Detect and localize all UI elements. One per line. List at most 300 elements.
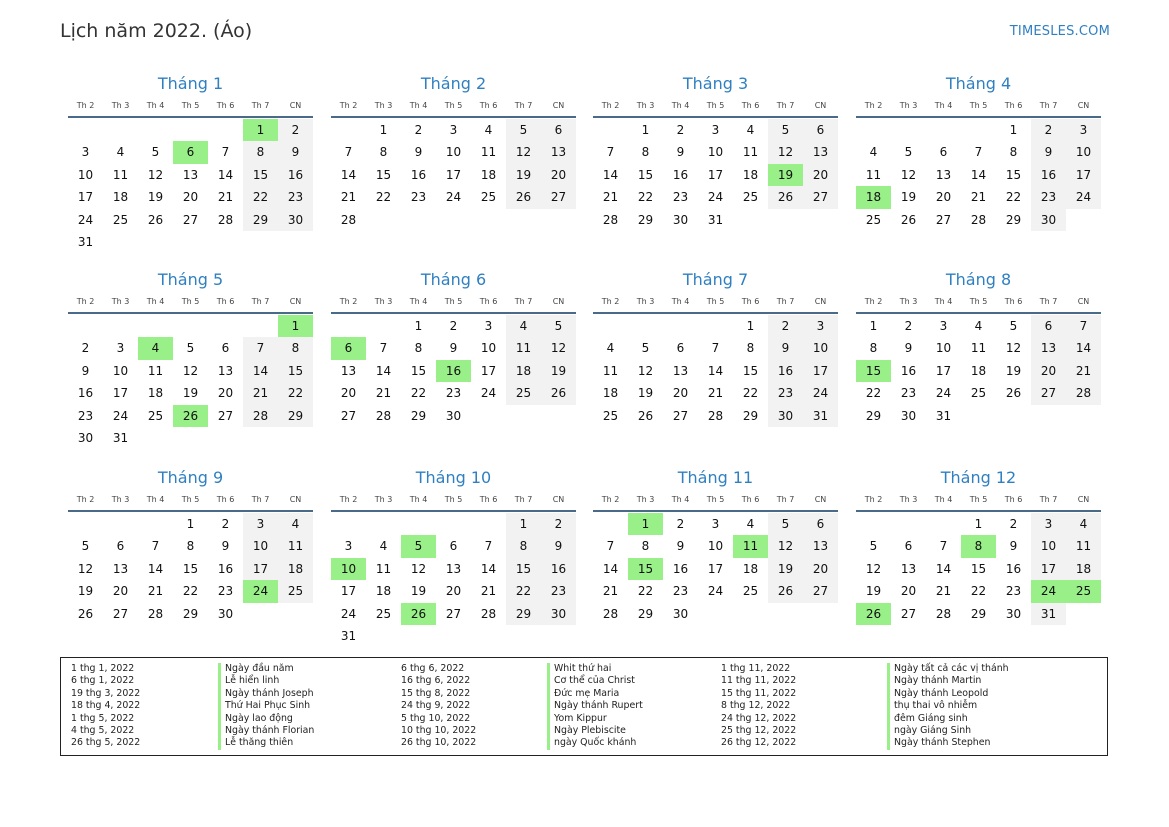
holiday-date: 24 thg 12, 2022 (721, 712, 797, 724)
empty-cell (103, 119, 138, 141)
month-block (856, 467, 1101, 625)
weekday-label: Th 4 (409, 297, 428, 306)
month-block (593, 467, 838, 625)
header-divider (331, 116, 576, 118)
weekday-label: Th 4 (146, 297, 165, 306)
day-cell: 8 (243, 141, 278, 163)
day-cell: 21 (602, 190, 619, 205)
day-cell: 24 (480, 386, 497, 401)
day-cell: 12 (182, 363, 199, 378)
day-cell: 7 (1066, 315, 1101, 337)
day-cell: 26 (768, 580, 803, 602)
day-cell: 28 (375, 408, 392, 423)
day-cell: 22 (1005, 190, 1022, 205)
day-cell: 14 (375, 363, 392, 378)
day-cell: 17 (77, 190, 94, 205)
day-cell: 30 (672, 606, 689, 621)
weekday-label: Th 7 (1039, 297, 1058, 306)
day-cell: 12 (768, 141, 803, 163)
holiday-day-cell: 6 (173, 141, 208, 163)
weekday-label: Th 6 (479, 101, 498, 110)
day-cell: 23 (768, 382, 803, 404)
day-cell: 19 (1005, 363, 1022, 378)
day-cell: 19 (182, 386, 199, 401)
weekday-label: Th 2 (601, 297, 620, 306)
day-cell: 3 (449, 123, 458, 137)
day-cell: 16 (278, 164, 313, 186)
day-cell: 2 (414, 123, 423, 137)
month-name: Tháng 4 (945, 74, 1012, 93)
day-cell: 4 (869, 145, 878, 160)
day-cell: 26 (1005, 386, 1022, 401)
day-cell: 27 (803, 580, 838, 602)
holiday-date: 11 thg 11, 2022 (721, 675, 797, 687)
day-cell: 17 (1031, 558, 1066, 580)
day-cell: 25 (970, 386, 987, 401)
day-cell: 28 (707, 408, 724, 423)
day-cell: 23 (541, 580, 576, 602)
day-cell: 28 (340, 212, 357, 227)
day-cell: 14 (147, 561, 164, 576)
day-cell: 27 (340, 408, 357, 423)
day-cell: 22 (742, 386, 759, 401)
day-cell: 22 (970, 584, 987, 599)
day-cell: 30 (541, 603, 576, 625)
empty-cell (173, 119, 208, 141)
day-cell: 8 (746, 341, 755, 356)
header-divider (68, 116, 313, 118)
day-cell: 1 (869, 319, 878, 333)
day-cell: 11 (865, 167, 882, 182)
day-cell: 15 (742, 363, 759, 378)
day-cell: 7 (221, 145, 230, 160)
day-cell: 1 (186, 517, 195, 531)
weekday-label: Th 5 (444, 495, 463, 504)
day-cell: 25 (147, 408, 164, 423)
weekday-label: Th 5 (969, 297, 988, 306)
day-cell: 30 (445, 408, 462, 423)
weekday-label: CN (289, 101, 302, 110)
day-cell: 17 (243, 558, 278, 580)
month-name: Tháng 12 (940, 468, 1017, 487)
day-cell: 4 (116, 145, 125, 160)
weekday-label: Th 5 (181, 495, 200, 504)
month-name: Tháng 6 (420, 270, 487, 289)
weekday-label: CN (814, 101, 827, 110)
empty-cell (698, 315, 733, 337)
day-cell: 14 (935, 561, 952, 576)
day-cell: 15 (182, 561, 199, 576)
day-cell: 14 (1066, 337, 1101, 359)
day-cell: 12 (768, 535, 803, 557)
day-cell: 23 (77, 408, 94, 423)
month-name: Tháng 3 (682, 74, 749, 93)
day-cell: 5 (641, 341, 650, 356)
day-cell: 16 (541, 558, 576, 580)
weekday-label: Th 3 (374, 495, 393, 504)
day-cell: 7 (711, 341, 720, 356)
day-cell: 4 (746, 123, 755, 137)
month-name: Tháng 7 (682, 270, 749, 289)
empty-cell (436, 513, 471, 535)
day-cell: 16 (768, 360, 803, 382)
weekday-label: Th 4 (146, 495, 165, 504)
empty-cell (68, 119, 103, 141)
day-cell: 26 (541, 382, 576, 404)
day-cell: 25 (375, 606, 392, 621)
day-cell: 29 (182, 606, 199, 621)
weekday-header (68, 493, 313, 507)
day-cell: 9 (414, 145, 423, 160)
holiday-name: Ngày đầu năm (218, 663, 294, 675)
weekday-label: Th 3 (636, 495, 655, 504)
holiday-name: Cơ thể của Christ (547, 675, 635, 687)
weekday-header (856, 99, 1101, 113)
holiday-name: ngày Quốc khánh (547, 737, 636, 749)
weekday-label: Th 3 (899, 495, 918, 504)
weekday-label: Th 2 (339, 495, 358, 504)
day-cell: 7 (379, 341, 388, 356)
day-cell: 3 (1066, 119, 1101, 141)
day-grid (331, 315, 576, 427)
day-cell: 11 (1066, 535, 1101, 557)
day-cell: 18 (742, 167, 759, 182)
month-name: Tháng 5 (157, 270, 224, 289)
month-block (68, 467, 313, 625)
day-cell: 25 (506, 382, 541, 404)
day-cell: 10 (707, 145, 724, 160)
day-cell: 17 (445, 167, 462, 182)
day-cell: 28 (243, 405, 278, 427)
holiday-date: 6 thg 1, 2022 (71, 675, 135, 687)
day-cell: 7 (344, 145, 353, 160)
holiday-day-cell: 15 (856, 360, 891, 382)
holiday-name: Đức mẹ Maria (547, 688, 619, 700)
holiday-name: Ngày thánh Rupert (547, 700, 643, 712)
day-cell: 6 (939, 145, 948, 160)
day-cell: 20 (803, 558, 838, 580)
day-cell: 16 (900, 363, 917, 378)
empty-cell (331, 315, 366, 337)
holiday-name: Thứ Hai Phục Sinh (218, 700, 310, 712)
holiday-date: 1 thg 5, 2022 (71, 712, 135, 724)
day-cell: 15 (970, 561, 987, 576)
holiday-name: Ngày thánh Stephen (887, 737, 990, 749)
day-cell: 29 (243, 209, 278, 231)
day-cell: 31 (935, 408, 952, 423)
day-cell: 9 (221, 539, 230, 554)
day-cell: 22 (375, 190, 392, 205)
day-cell: 14 (602, 167, 619, 182)
day-cell: 19 (900, 190, 917, 205)
weekday-label: Th 6 (216, 101, 235, 110)
day-cell: 18 (112, 190, 129, 205)
day-cell: 10 (707, 539, 724, 554)
day-cell: 7 (939, 539, 948, 554)
header-divider (856, 116, 1101, 118)
brand-link[interactable]: TIMESLES.COM (1009, 24, 1110, 39)
day-grid (856, 315, 1101, 427)
day-cell: 24 (445, 190, 462, 205)
header-divider (856, 510, 1101, 512)
weekday-label: Th 7 (514, 297, 533, 306)
day-cell: 27 (803, 186, 838, 208)
day-cell: 4 (1066, 513, 1101, 535)
holiday-name: Ngày tất cả các vị thánh (887, 663, 1009, 675)
day-cell: 17 (707, 561, 724, 576)
day-cell: 14 (602, 561, 619, 576)
day-cell: 16 (672, 167, 689, 182)
holiday-name: ngày Giáng Sinh (887, 725, 971, 737)
weekday-label: Th 2 (601, 495, 620, 504)
day-cell: 3 (1031, 513, 1066, 535)
day-cell: 4 (506, 315, 541, 337)
holiday-day-cell: 8 (961, 535, 996, 557)
day-cell: 10 (803, 337, 838, 359)
day-cell: 9 (81, 363, 90, 378)
day-cell: 12 (637, 363, 654, 378)
day-cell: 31 (77, 234, 94, 249)
day-cell: 18 (742, 561, 759, 576)
holiday-day-cell: 4 (138, 337, 173, 359)
day-cell: 27 (935, 212, 952, 227)
day-cell: 24 (707, 190, 724, 205)
day-cell: 18 (1066, 558, 1101, 580)
day-cell: 23 (900, 386, 917, 401)
day-cell: 18 (278, 558, 313, 580)
day-cell: 18 (480, 167, 497, 182)
weekday-label: Th 4 (934, 101, 953, 110)
weekday-label: Th 3 (111, 297, 130, 306)
weekday-label: Th 3 (636, 101, 655, 110)
day-cell: 13 (803, 535, 838, 557)
month-block (593, 269, 838, 427)
day-cell: 2 (278, 119, 313, 141)
holiday-date: 1 thg 1, 2022 (71, 663, 135, 674)
day-cell: 11 (112, 167, 129, 182)
empty-cell (593, 315, 628, 337)
empty-cell (208, 119, 243, 141)
day-cell: 10 (243, 535, 278, 557)
day-cell: 3 (81, 145, 90, 160)
weekday-header (856, 493, 1101, 507)
day-cell: 27 (541, 186, 576, 208)
day-cell: 31 (803, 405, 838, 427)
day-cell: 24 (935, 386, 952, 401)
weekday-label: Th 5 (444, 297, 463, 306)
weekday-label: Th 3 (374, 101, 393, 110)
day-cell: 1 (974, 517, 983, 531)
day-cell: 22 (278, 382, 313, 404)
weekday-header (593, 99, 838, 113)
month-block (68, 73, 313, 253)
weekday-label: Th 6 (741, 495, 760, 504)
weekday-label: CN (814, 297, 827, 306)
day-cell: 18 (375, 584, 392, 599)
day-cell: 9 (449, 341, 458, 356)
day-cell: 11 (278, 535, 313, 557)
weekday-label: CN (289, 297, 302, 306)
day-cell: 25 (480, 190, 497, 205)
day-cell: 5 (186, 341, 195, 356)
day-cell: 26 (900, 212, 917, 227)
empty-cell (331, 513, 366, 535)
day-cell: 6 (449, 539, 458, 554)
day-cell: 5 (869, 539, 878, 554)
holiday-day-cell: 10 (331, 558, 366, 580)
day-cell: 6 (1031, 315, 1066, 337)
holiday-date: 15 thg 11, 2022 (721, 687, 797, 699)
day-cell: 21 (217, 190, 234, 205)
day-cell: 13 (217, 363, 234, 378)
weekday-label: Th 4 (409, 495, 428, 504)
day-cell: 21 (375, 386, 392, 401)
month-block (856, 269, 1101, 427)
day-grid (593, 315, 838, 427)
month-name: Tháng 9 (157, 468, 224, 487)
day-cell: 2 (676, 123, 685, 137)
weekday-header (593, 493, 838, 507)
day-cell: 30 (768, 405, 803, 427)
day-cell: 22 (410, 386, 427, 401)
day-cell: 3 (939, 319, 948, 333)
day-cell: 14 (340, 167, 357, 182)
holiday-name: Ngày Plebiscite (547, 725, 626, 737)
weekday-label: CN (814, 495, 827, 504)
day-cell: 25 (742, 584, 759, 599)
day-cell: 17 (1066, 164, 1101, 186)
empty-cell (138, 119, 173, 141)
day-cell: 23 (672, 190, 689, 205)
month-block (593, 73, 838, 231)
day-cell: 30 (672, 212, 689, 227)
weekday-label: Th 4 (671, 101, 690, 110)
day-cell: 26 (506, 186, 541, 208)
day-grid (331, 513, 576, 647)
day-cell: 19 (865, 584, 882, 599)
day-cell: 10 (1066, 141, 1101, 163)
weekday-label: Th 7 (251, 297, 270, 306)
weekday-label: Th 5 (969, 101, 988, 110)
empty-cell (628, 315, 663, 337)
day-cell: 21 (602, 584, 619, 599)
day-cell: 17 (112, 386, 129, 401)
holiday-date: 24 thg 9, 2022 (401, 700, 471, 712)
holiday-date: 5 thg 10, 2022 (401, 712, 471, 724)
weekday-label: Th 2 (864, 495, 883, 504)
day-cell: 18 (970, 363, 987, 378)
day-cell: 5 (768, 513, 803, 535)
weekday-label: Th 7 (776, 495, 795, 504)
day-cell: 1 (414, 319, 423, 333)
empty-cell (138, 513, 173, 535)
empty-cell (593, 513, 628, 535)
day-cell: 15 (1005, 167, 1022, 182)
day-cell: 30 (900, 408, 917, 423)
empty-cell (103, 513, 138, 535)
day-cell: 30 (278, 209, 313, 231)
day-cell: 16 (1031, 164, 1066, 186)
day-cell: 11 (147, 363, 164, 378)
day-cell: 4 (974, 319, 983, 333)
day-cell: 30 (1031, 209, 1066, 231)
day-cell: 31 (340, 628, 357, 643)
holiday-name: Ngày thánh Martin (887, 675, 981, 687)
day-cell: 2 (676, 517, 685, 531)
day-cell: 15 (375, 167, 392, 182)
day-cell: 9 (1031, 141, 1066, 163)
day-cell: 31 (1031, 603, 1066, 625)
day-cell: 22 (506, 580, 541, 602)
holiday-name: Yom Kippur (547, 713, 607, 725)
empty-cell (891, 513, 926, 535)
day-cell: 21 (935, 584, 952, 599)
day-cell: 28 (217, 212, 234, 227)
header-divider (593, 312, 838, 314)
day-cell: 20 (445, 584, 462, 599)
day-cell: 25 (865, 212, 882, 227)
day-cell: 14 (480, 561, 497, 576)
day-cell: 12 (900, 167, 917, 182)
day-cell: 2 (541, 513, 576, 535)
weekday-label: Th 6 (479, 297, 498, 306)
day-cell: 28 (970, 212, 987, 227)
day-cell: 9 (676, 145, 685, 160)
day-cell: 3 (711, 517, 720, 531)
day-cell: 20 (541, 164, 576, 186)
day-cell: 27 (182, 212, 199, 227)
header-divider (68, 510, 313, 512)
day-cell: 7 (484, 539, 493, 554)
day-cell: 11 (506, 337, 541, 359)
day-cell: 26 (768, 186, 803, 208)
day-cell: 17 (480, 363, 497, 378)
day-cell: 29 (410, 408, 427, 423)
day-cell: 2 (81, 341, 90, 356)
holiday-list (60, 657, 1108, 756)
holiday-name: Lễ thăng thiên (218, 737, 293, 749)
weekday-label: Th 6 (1004, 495, 1023, 504)
holiday-name: Ngày thánh Florian (218, 725, 314, 737)
day-cell: 26 (147, 212, 164, 227)
day-cell: 21 (243, 382, 278, 404)
holiday-name: Ngày lao động (218, 713, 293, 725)
day-cell: 13 (1031, 337, 1066, 359)
day-cell: 10 (445, 145, 462, 160)
day-cell: 9 (1009, 539, 1018, 554)
day-cell: 13 (935, 167, 952, 182)
day-cell: 19 (410, 584, 427, 599)
day-cell: 24 (340, 606, 357, 621)
day-cell: 16 (672, 561, 689, 576)
day-cell: 30 (217, 606, 234, 621)
holiday-date: 18 thg 4, 2022 (71, 700, 141, 712)
holiday-date: 10 thg 10, 2022 (401, 725, 477, 736)
day-cell: 14 (707, 363, 724, 378)
day-cell: 3 (484, 319, 493, 333)
day-cell: 24 (112, 408, 129, 423)
holiday-date: 8 thg 12, 2022 (721, 700, 791, 712)
weekday-label: Th 6 (216, 495, 235, 504)
weekday-header (331, 295, 576, 309)
empty-cell (663, 315, 698, 337)
day-cell: 17 (340, 584, 357, 599)
day-cell: 8 (379, 145, 388, 160)
day-cell: 28 (1066, 382, 1101, 404)
day-cell: 21 (707, 386, 724, 401)
holiday-date: 15 thg 8, 2022 (401, 687, 471, 699)
day-cell: 9 (278, 141, 313, 163)
